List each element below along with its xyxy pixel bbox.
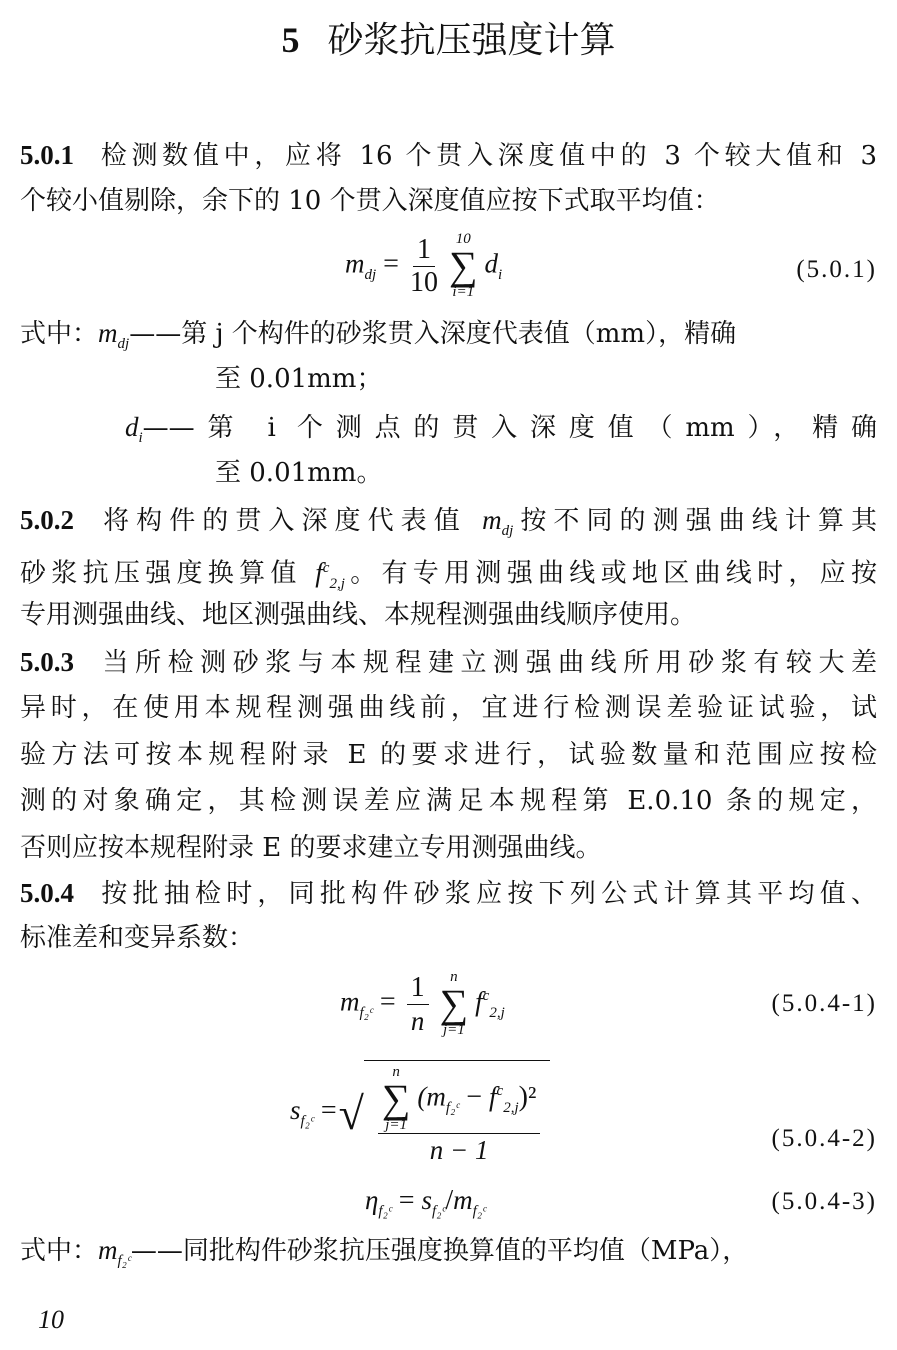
equation-number: (5.0.4-1) (771, 990, 877, 1017)
formula-5-0-1: $m_{dj}$ = $\frac{1}{10}$ 10 ∑ i=1 $d_i$ (345, 231, 503, 300)
where-di: $d_i——$第 i 个测点的贯入深度值（mm），精确 (125, 412, 877, 447)
equation-number: (5.0.4-2) (771, 1125, 877, 1152)
clause-5-0-3-line4: 测的对象确定，其检测误差应满足本规程第 E.0.10 条的规定， (20, 786, 877, 816)
where-m-f2c: 式中：$m_{f_2ᶜ}——$同批构件砂浆抗压强度换算值的平均值（MPa）， (20, 1235, 749, 1270)
where-m-dj: 式中：$m_{dj}——$第 j 个构件的砂浆贯入深度代表值（mm），精确 (20, 318, 737, 353)
clause-5-0-2-line3: 专用测强曲线、地区测强曲线、本规程测强曲线顺序使用。 (20, 600, 697, 630)
clause-5-0-3-line5: 否则应按本规程附录 E 的要求建立专用测强曲线。 (20, 833, 602, 863)
clause-5-0-1-line1: 5.0.1 检测数值中，应将 16 个贯入深度值中的 3 个较大值和 3 (20, 140, 877, 171)
page-number: 10 (38, 1305, 64, 1334)
clause-5-0-2-line1: 5.0.2 将构件的贯入深度代表值 $m_{dj}$按不同的测强曲线计算其 (20, 505, 877, 540)
clause-5-0-3-line3: 验方法可按本规程附录 E 的要求进行，试验数量和范围应按检 (20, 740, 877, 770)
equation-number: (5.0.4-3) (771, 1188, 877, 1215)
formula-5-0-4-2: $s_{f_2ᶜ}$ = √ n ∑ j=1 $(m_{f_2ᶜ} - f^c_{2,j})^2$ n − 1 (290, 1060, 550, 1166)
equation-number: (5.0.1) (796, 256, 877, 283)
where-m-dj-cont: 至 0.01mm； (215, 364, 383, 394)
where-di-cont: 至 0.01mm。 (215, 458, 383, 488)
clause-5-0-3-line1: 5.0.3 当所检测砂浆与本规程建立测强曲线所用砂浆有较大差 (20, 647, 877, 678)
clause-5-0-2-line2: 砂浆抗压强度换算值 $f^c_{2,j}$。有专用测强曲线或地区曲线时，应按 (20, 557, 877, 592)
clause-5-0-3-line2: 异时，在使用本规程测强曲线前，宜进行检测误差验证试验，试 (20, 693, 877, 723)
formula-5-0-4-1: $m_{f_2ᶜ}$ = $\frac{1}{n}$ n ∑ j=1 $f^c_{2,j}$ (340, 969, 505, 1038)
clause-5-0-4-line1: 5.0.4 按批抽检时，同批构件砂浆应按下列公式计算其平均值、 (20, 878, 877, 909)
clause-5-0-4-line2: 标准差和变异系数： (20, 923, 255, 953)
section-title: 5 砂浆抗压强度计算 (281, 20, 616, 61)
formula-5-0-4-3: $\eta_{f_2ᶜ} = s_{f_2ᶜ}/m_{f_2ᶜ}$ (365, 1185, 486, 1220)
clause-5-0-1-line2: 个较小值剔除，余下的 10 个贯入深度值应按下式取平均值： (20, 186, 720, 216)
